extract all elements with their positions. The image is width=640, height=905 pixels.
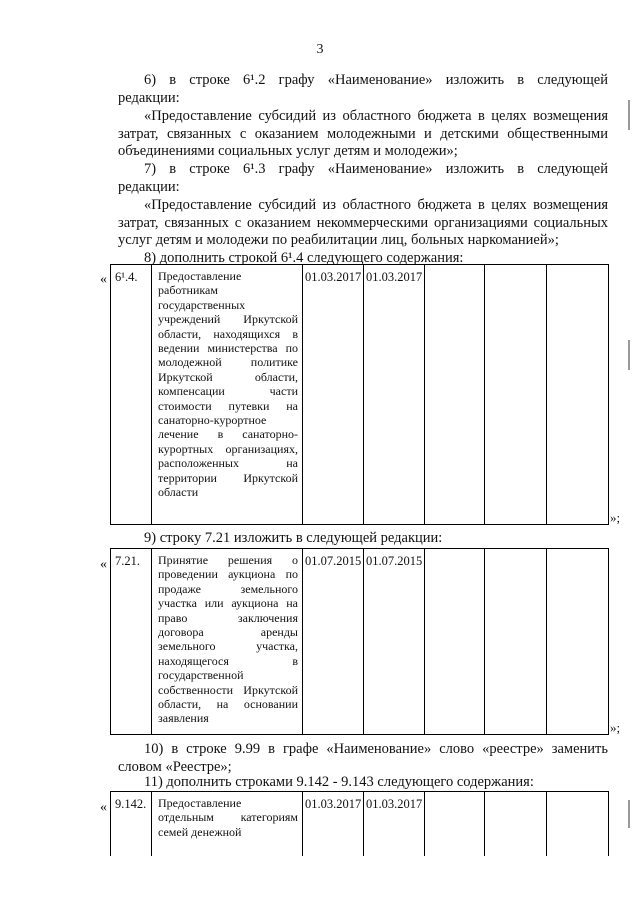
- item-10-line2: словом «Реестре»;: [118, 759, 232, 775]
- item-7-line2: редакции:: [118, 179, 180, 195]
- item-8: 8) дополнить строкой 6¹.4 следующего содержания:: [144, 250, 464, 266]
- item-10-line1: 10) в строке 9.99 в графе «Наименование» слово «реестре» заменить: [144, 741, 608, 757]
- close-quote: »;: [610, 510, 621, 525]
- item-9: 9) строку 7.21 изложить в следующей редакции:: [144, 530, 443, 546]
- row-number: 6¹.4.: [111, 265, 152, 525]
- row-date-1: 01.03.2017: [303, 265, 364, 525]
- row-number: 7.21.: [111, 549, 152, 735]
- item-6-text: «Предоставление субсидий из областного бюджета в целях возмещения затрат, связанных с оказанием молодежными и детскими общественными объединениями социальных услуг детям и молодежи»;: [118, 108, 608, 159]
- table-row-9-142: [110, 791, 609, 856]
- table-row-7-21: [110, 548, 609, 735]
- empty-cell: [485, 792, 547, 856]
- item-6-line2: редакции:: [118, 90, 180, 106]
- empty-cell: [485, 549, 547, 735]
- item-6-line1: 6) в строке 6¹.2 графу «Наименование» изложить в следующей: [144, 72, 608, 88]
- open-quote: «: [100, 557, 107, 572]
- item-7-text: «Предоставление субсидий из областного бюджета в целях возмещения затрат, связанных с оказанием некоммерческими организациями социальных услуг детям и молодежи по реабилитации лиц, больных наркоманией»;: [118, 197, 608, 248]
- row-date-2: 01.07.2015: [364, 549, 425, 735]
- empty-cell: [547, 792, 609, 856]
- row-date-1: 01.07.2015: [303, 549, 364, 735]
- row-name: Принятие решения о проведении аукциона по продаже земельного участка или аукциона на право заключения договора аренды земельного участка, находящегося в государственной собственности Иркутской области, на основании заявления: [152, 549, 303, 735]
- table-row-6-1-4: [110, 264, 609, 525]
- empty-cell: [547, 549, 609, 735]
- empty-cell: [485, 265, 547, 525]
- row-date-2: 01.03.2017: [364, 265, 425, 525]
- scan-artifact: [628, 800, 630, 828]
- open-quote: «: [100, 800, 107, 815]
- row-date-2: 01.03.2017: [364, 792, 425, 856]
- row-name: Предоставление отдельным категориям семей денежной: [152, 792, 303, 856]
- empty-cell: [547, 265, 609, 525]
- empty-cell: [425, 265, 485, 525]
- page-number: 3: [316, 42, 324, 57]
- close-quote: »;: [610, 720, 621, 735]
- open-quote: «: [100, 272, 107, 287]
- empty-cell: [425, 549, 485, 735]
- row-name: Предоставление работникам государственных учреждений Иркутской области, находящихся в ведении министерства по молодежной политике Иркутской области, компенсации части стоимости путевки на санаторно-курортное лечение в санаторно-курортных организациях, расположенных на территории Иркутской области: [152, 265, 303, 525]
- item-7-line1: 7) в строке 6¹.3 графу «Наименование» изложить в следующей: [144, 161, 608, 177]
- scan-artifact: [628, 100, 630, 130]
- row-number: 9.142.: [111, 792, 152, 856]
- empty-cell: [425, 792, 485, 856]
- scan-artifact: [628, 340, 630, 370]
- item-11: 11) дополнить строками 9.142 - 9.143 следующего содержания:: [144, 774, 534, 790]
- row-date-1: 01.03.2017: [303, 792, 364, 856]
